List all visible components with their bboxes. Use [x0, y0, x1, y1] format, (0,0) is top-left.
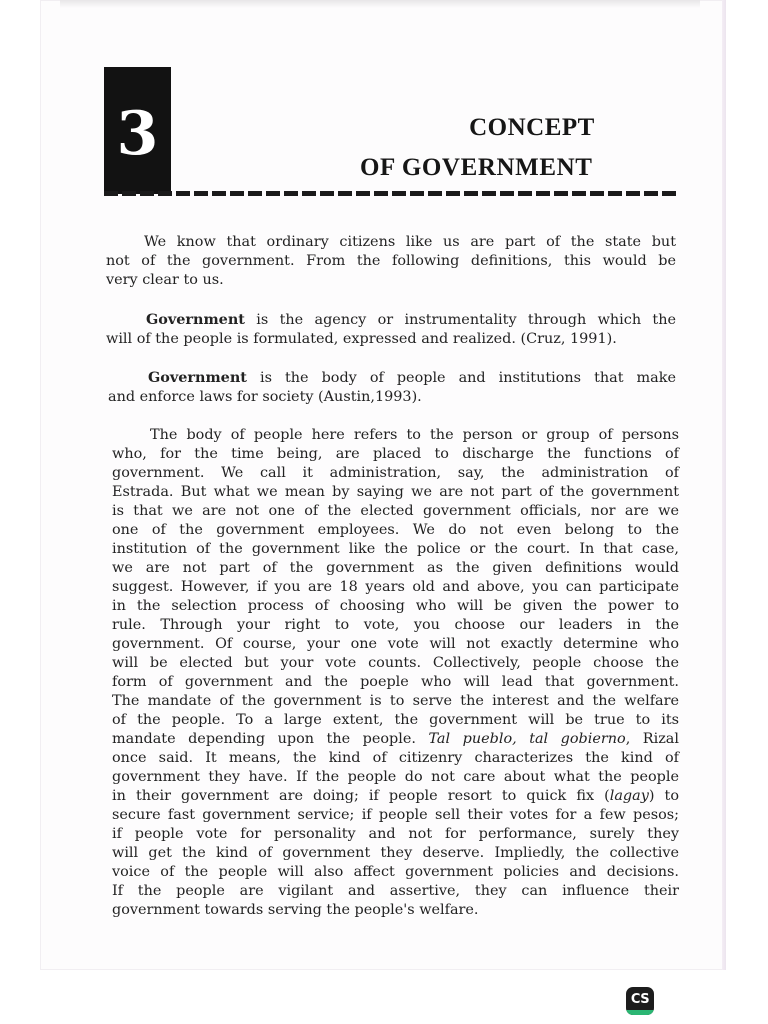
italic-phrase: lagay — [609, 788, 649, 804]
camscanner-badge — [626, 987, 654, 1015]
text-line: in their government are doing; if people resort to quick fix (lagay) to — [112, 788, 679, 804]
text-line: institution of the government like the police or the court. In that case, — [112, 541, 679, 557]
chapter-title-line-1: CONCEPT — [469, 114, 595, 141]
text-line: very clear to us. — [106, 271, 224, 288]
text-fragment: is the body of people and institutions that make — [246, 370, 676, 386]
text-line: government. We call it administration, say, the administration of — [112, 465, 679, 481]
text-line: in the selection process of choosing who will be given the power to — [112, 598, 679, 614]
text-line — [106, 311, 676, 330]
text-line: The mandate of the government is to serve the interest and the welfare — [112, 693, 679, 709]
text-line: Estrada. But what we mean by saying we are not part of the government — [112, 484, 679, 500]
chapter-number-box — [104, 67, 171, 194]
text-line: once said. It means, the kind of citizenry characterizes the kind of — [112, 750, 679, 766]
text-line — [108, 369, 676, 388]
chapter-number: 3 — [116, 98, 159, 169]
text-line: and enforce laws for society (Austin,1993). — [108, 388, 422, 405]
text-line: is that we are not one of the elected government officials, nor are we — [112, 503, 679, 519]
chapter-title-line-2: OF GOVERNMENT — [360, 154, 593, 181]
text-line: rule. Through your right to vote, you choose our leaders in the — [112, 617, 679, 633]
text-line: if people vote for personality and not for performance, surely they — [112, 826, 679, 842]
paragraph-definition-austin — [108, 369, 676, 407]
camscanner-logo-text: CS — [630, 992, 650, 1007]
page-edge — [722, 0, 726, 970]
scan-bleed — [60, 0, 700, 8]
text-line: form of government and the poeple who will lead that government. — [112, 674, 679, 690]
text-line: government they have. If the people do not care about what the people — [112, 769, 679, 785]
text-line: will of the people is formulated, expressed and realized. (Cruz, 1991). — [106, 330, 617, 347]
text-line: government towards serving the people's welfare. — [112, 902, 479, 918]
text-line: government. Of course, your one vote will not exactly determine who — [112, 636, 679, 652]
text-line: one of the government employees. We do not even belong to the — [112, 522, 679, 538]
text-line: not of the government. From the following definitions, this would be — [106, 252, 676, 269]
text-line: The body of people here refers to the person or group of persons — [150, 427, 679, 443]
paragraph-intro — [106, 233, 676, 290]
text-fragment: is the agency or instrumentality through which the — [244, 312, 676, 328]
text-line: suggest. However, if you are 18 years old and above, you can participate — [112, 579, 679, 595]
text-line: voice of the people will also affect government policies and decisions. — [112, 864, 679, 880]
text-line: We know that ordinary citizens like us are part of the state but — [144, 234, 676, 250]
text-line: who, for the time being, are placed to discharge the functions of — [112, 446, 679, 462]
text-line: will be elected but your vote counts. Collectively, people choose the — [112, 655, 679, 671]
text-line: of the people. To a large extent, the government will be true to its — [112, 712, 679, 728]
title-dashed-rule — [104, 191, 676, 196]
text-line: mandate depending upon the people. Tal pueblo, tal gobierno, Rizal — [112, 731, 679, 747]
text-line: secure fast government service; if people sell their votes for a few pesos; — [112, 807, 679, 823]
camscanner-badge-bar — [626, 1010, 654, 1015]
defined-term: Government — [148, 369, 247, 386]
text-line: we are not part of the government as the given definitions would — [112, 560, 679, 576]
italic-phrase: Tal pueblo, tal gobierno — [428, 731, 626, 747]
defined-term: Government — [146, 311, 245, 328]
paragraph-definition-cruz — [106, 311, 676, 349]
text-line: If the people are vigilant and assertive, they can influence their — [112, 883, 679, 899]
text-line: will get the kind of government they deserve. Impliedly, the collective — [112, 845, 679, 861]
paragraph-body — [112, 426, 679, 920]
